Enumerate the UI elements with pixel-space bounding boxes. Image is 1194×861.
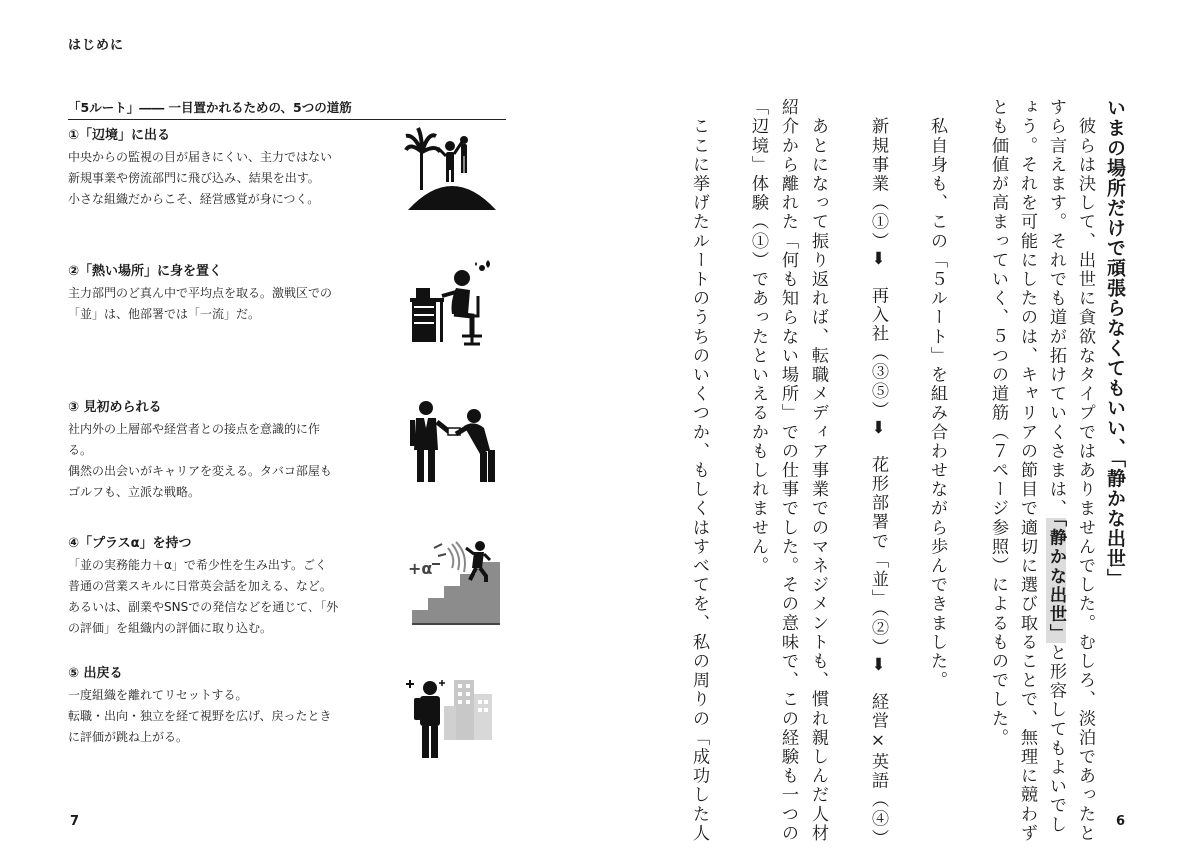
route-text-line: 社内外の上層部や経営者との接点を意識的に作 [68,422,321,436]
route-4 [68,532,378,639]
route-text-line: 一度組織を離れてリセットする。 [68,688,248,702]
route-1 [68,124,378,210]
section-title: 「5ルート」―― 一目置かれるための、5つの道筋 [68,98,506,120]
route-text-line: 「並の実務能力＋α」で希少性を生み出す。ごく [68,558,327,572]
route-text-line: ゴルフも、立派な戦略。 [68,485,201,499]
body-text: 私自身も、この「５ルート」を組み合わせながら歩んできました。 [927,98,947,691]
body-column [1015,98,1040,843]
body-text: 新規事業（①）➡ 再入社（③⑤）➡ 花形部署で「並」（②）➡ 経営×英語（④） [868,98,888,848]
route-title: ②「熱い場所」に身を置く [68,264,223,279]
body-column [1073,98,1098,843]
body-text: 「辺境」体験（①）であったといえるかもしれません。 [748,98,768,576]
body-text: と形容してもよいでし [1046,643,1066,835]
body-column [925,98,950,690]
route-text-line: 小さな組織だからこそ、経営感覚が身につく。 [68,192,320,206]
page-number-right: 6 [1116,814,1126,829]
route-text-line: 普通の営業スキルに日常英会話を加える、など。 [68,579,332,593]
body-text: あとになって振り返れば、転職メディア事業でのマネジメントも、慣れ親しんだ人材 [808,98,828,843]
body-text: すら言えます。それでも道が拓けていくさまは、 [1046,98,1066,519]
route-text-line: る。 [68,443,93,457]
body-text: ここに挙げたルートのうちのいくつか、もしくはすべてを、私の周りの「成功した人 [689,98,709,843]
person-working-at-desk-icon [406,256,500,348]
highlighted-phrase: 「静かな出世」 [1046,518,1066,644]
route-text-line: 転職・出向・独立を経て視野を広げ、戻ったとき [68,709,332,723]
body-column [986,98,1011,747]
body-text: 彼らは決して、出世に貪欲なタイプではありませんでした。むしろ、淡泊であったと [1075,98,1095,843]
body-text: 紹介から離れた「何も知らない場所」での仕事でした。その意味で、この経験も一つの [778,98,798,843]
body-column [1044,98,1069,834]
route-text-line: 主力部門のど真ん中で平均点を取る。激戦区での [68,286,333,300]
body-text: とも価値が高まっていく、５つの道筋（７ページ参照）によるものでした。 [988,98,1008,748]
person-returning-to-city-icon [404,676,500,764]
route-text-line: あるいは、副業やSNSでの発信などを通じて､「外 [68,600,339,614]
page-number-left: 7 [70,814,80,829]
route-text-line: 新規事業や傍流部門に飛び込み、結果を出す。 [68,171,320,185]
body-column [776,98,801,843]
chapter-heading: いまの場所だけで頑張らなくてもいい、「静かな出世」 [1104,98,1126,589]
route-title: ④「プラスα」を持つ [68,536,192,551]
running-header: はじめに [68,38,125,53]
plus-alpha-label: +α [408,559,433,578]
route-title: ⑤ 出戻る [68,666,123,681]
route-text-line: 中央からの監視の目が届きにくい、主力ではない [68,150,333,164]
route-title: ①「辺境」に出る [68,128,171,143]
route-3 [68,396,378,503]
route-5 [68,662,378,748]
route-text-line: 偶然の出会いがキャリアを変える。タバコ部屋も [68,464,332,478]
route-text-line: に評価が跳ね上がる。 [68,730,189,744]
person-climbing-stairs-icon [404,538,502,626]
business-card-exchange-icon [404,398,502,486]
body-column [866,98,891,848]
body-column [687,98,712,843]
route-text-line: 「並」は、他部署では「一流」だ。 [68,307,261,321]
body-text: ょう。それを可能にしたのは、キャリアの節目で適切に選び取ることで、無理に競わず [1017,98,1037,843]
route-title: ③ 見初められる [68,400,162,415]
route-text-line: の評価」を組織内の評価に取り込む。 [68,621,273,635]
person-on-island-icon [404,122,500,214]
route-2 [68,260,378,325]
body-column [746,98,771,576]
body-column [806,98,831,843]
